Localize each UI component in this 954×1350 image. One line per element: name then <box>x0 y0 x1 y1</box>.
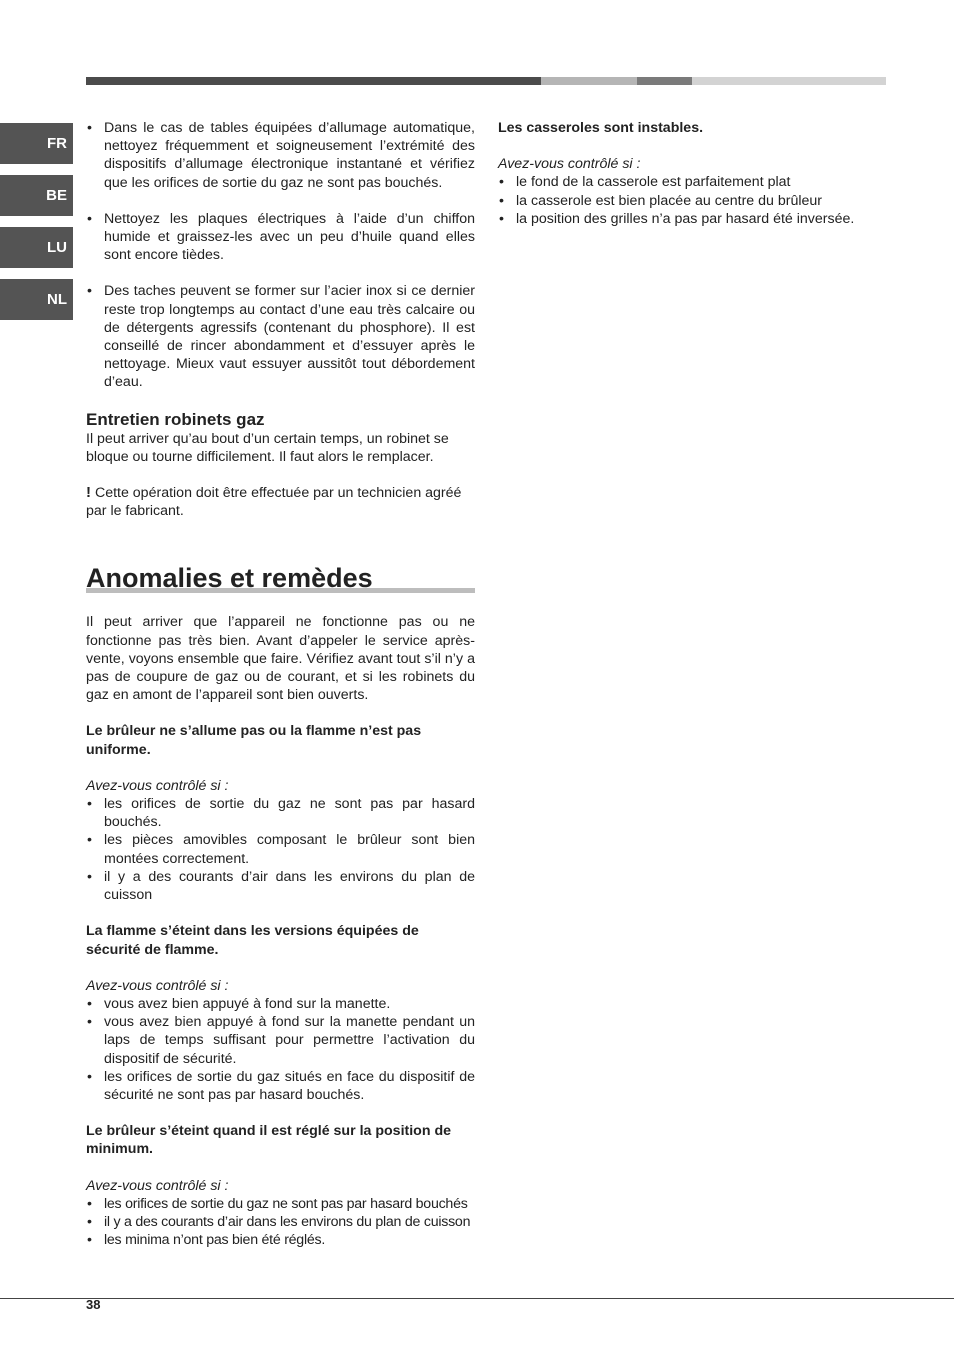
tab-language-fr[interactable] <box>0 123 73 164</box>
check-label: Avez-vous contrôlé si : <box>498 156 641 173</box>
problem-title: Le brûleur ne s’allume pas ou la flamme n’est pas uniforme. <box>86 723 422 758</box>
tab-language-lu[interactable] <box>0 227 73 268</box>
list-item: • vous avez bien appuyé à fond sur la manette. <box>86 995 475 1013</box>
check-list <box>86 1195 475 1250</box>
check-list <box>86 795 475 904</box>
tab-language-be[interactable] <box>0 175 73 216</box>
list-item: • il y a des courants d’air dans les environs du plan de cuisson <box>86 1213 475 1231</box>
page-number: 38 <box>86 1297 101 1312</box>
warning-text: Cette opération doit être effectuée par un technicien agréé par le fabricant. <box>86 485 462 520</box>
left-column <box>86 119 475 1249</box>
right-column <box>498 119 890 228</box>
problem-title: Les casseroles sont instables. <box>498 120 704 136</box>
list-item: • les orifices de sortie du gaz situés en face du dispositif de sécurité ne sont pas par hasard bouchés. <box>86 1068 475 1104</box>
list-item: • les minima n’ont pas bien été réglés. <box>86 1231 475 1249</box>
anomalies-heading-block <box>86 562 475 593</box>
tab-label: LU <box>47 239 67 256</box>
section-heading-robinets: Entretien robinets gaz <box>86 409 265 429</box>
problem-title: La flamme s’éteint dans les versions équipées de sécurité de flamme. <box>86 923 419 958</box>
tab-label: FR <box>47 135 67 152</box>
check-list <box>86 995 475 1104</box>
page-title: Anomalies et remèdes <box>86 563 373 594</box>
warning-icon: ! <box>86 484 91 502</box>
header-bar-segment <box>541 77 637 85</box>
check-label: Avez-vous contrôlé si : <box>86 977 229 994</box>
anomalies-intro: Il peut arriver que l’appareil ne fonctionne pas ou ne fonctionne pas très bien. Avant d’appeler le service après-vente, voyons ensemble que faire. Vérifiez avant tout s’il n’y a pas de coupure de gaz ou de courant, et si les robinets du gaz en amont de l’appareil sont bien ouverts. <box>86 614 475 704</box>
check-label: Avez-vous contrôlé si : <box>86 777 229 794</box>
header-bar-segment <box>86 77 541 85</box>
list-item: • Nettoyez les plaques électriques à l’aide d’un chiffon humide et graissez-les avec un peu d’huile quand elles sont encore tièdes. <box>86 210 475 265</box>
list-item: • Dans le cas de tables équipées d’allumage automatique, nettoyez fréquemment et soigneusement l’extrémité des dispositifs d’allumage électronique instantané et vérifiez que les orifices de sortie du gaz ne sont pas bouchés. <box>86 119 475 192</box>
check-label: Avez-vous contrôlé si : <box>86 1177 229 1194</box>
header-bar-segment <box>692 77 886 85</box>
list-item: • vous avez bien appuyé à fond sur la manette pendant un laps de temps suffisant pour permettre l’activation du dispositif de sécurité. <box>86 1013 475 1068</box>
list-item: • la position des grilles n’a pas par hasard été inversée. <box>498 210 890 228</box>
header-bar-segment <box>637 77 692 85</box>
list-item: • le fond de la casserole est parfaitement plat <box>498 173 890 191</box>
list-item: • Des taches peuvent se former sur l’acier inox si ce dernier reste trop longtemps au contact d’une eau très calcaire ou de détergents agressifs (contenant du phosphore). Il est conseillé de rincer abondamment et d’essuyer après le nettoyage. Mieux vaut essuyer aussitôt tout débordement d’eau. <box>86 282 475 391</box>
list-item: • les orifices de sortie du gaz ne sont pas par hasard bouchés <box>86 1195 475 1213</box>
tab-label: NL <box>47 291 67 308</box>
list-item: • les orifices de sortie du gaz ne sont pas par hasard bouchés. <box>86 795 475 831</box>
check-list <box>498 173 890 228</box>
footer-divider <box>0 1298 954 1299</box>
warning-note <box>86 484 475 520</box>
list-item: • la casserole est bien placée au centre du brûleur <box>498 192 890 210</box>
cleaning-bullets <box>86 119 475 392</box>
list-item: • il y a des courants d’air dans les environs du plan de cuisson <box>86 868 475 904</box>
robinets-paragraph: Il peut arriver qu’au bout d’un certain temps, un robinet se bloque ou tourne difficilement. Il faut alors le remplacer. <box>86 430 449 465</box>
problem-title: Le brûleur s’éteint quand il est réglé sur la position de minimum. <box>86 1123 452 1158</box>
list-item: • les pièces amovibles composant le brûleur sont bien montées correctement. <box>86 831 475 867</box>
tab-language-nl[interactable] <box>0 279 73 320</box>
tab-label: BE <box>46 187 67 204</box>
header-color-bar <box>86 77 886 85</box>
